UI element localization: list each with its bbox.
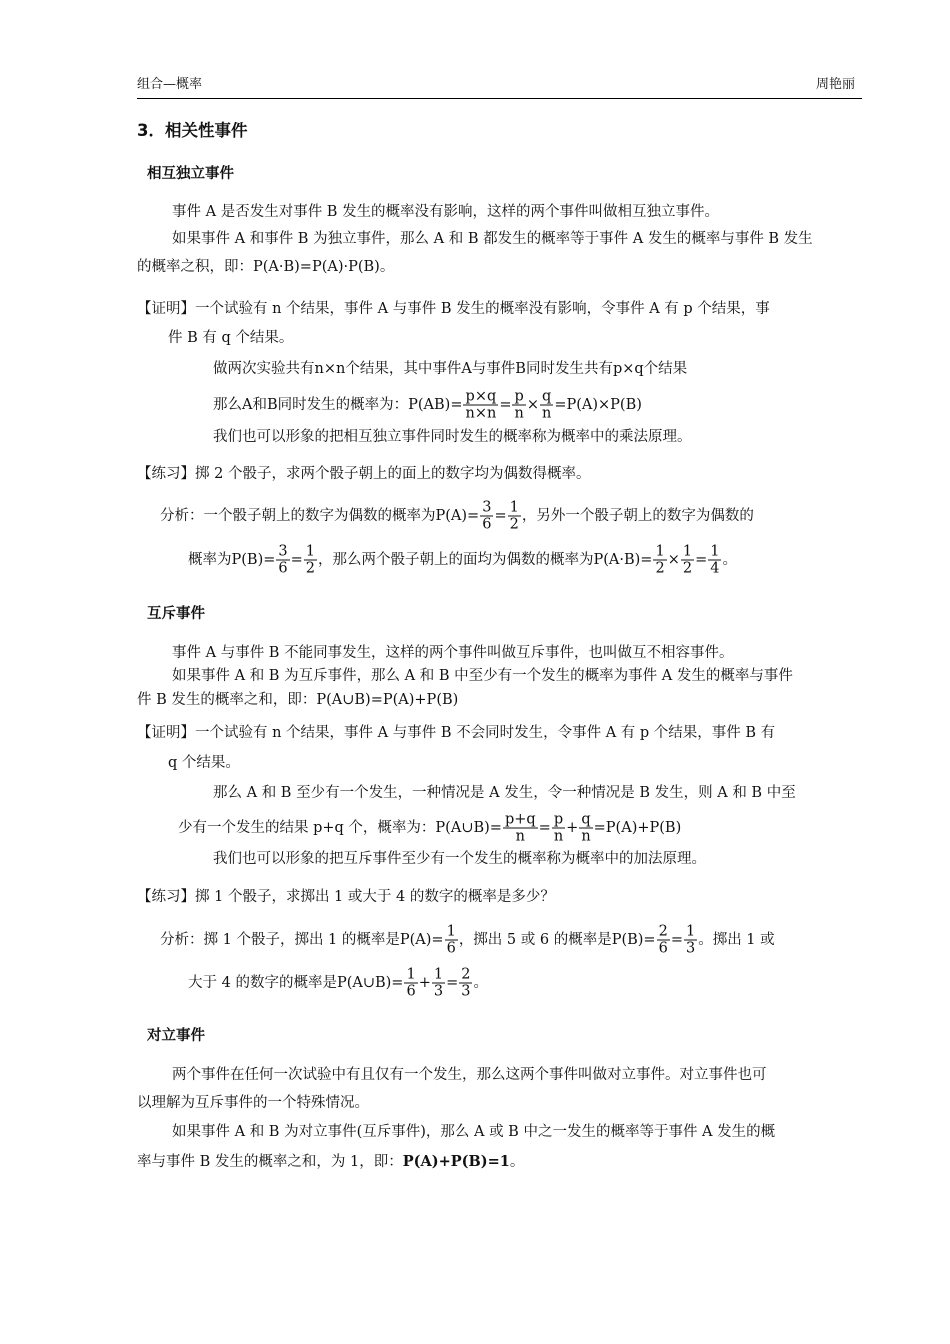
paragraph-line (172, 203, 719, 221)
text-segment: ，那么两个骰子朝上的面均为偶数的概率为P(A·B)= (318, 552, 653, 568)
paragraph-line (137, 258, 394, 276)
text-segment: 两个事件在任何一次试验中有且仅有一个发生，那么这两个事件叫做对立事件。对立事件也可 (172, 1067, 767, 1083)
denominator: 6 (406, 983, 416, 1000)
proof-line (213, 850, 706, 868)
numerator: 1 (682, 543, 693, 560)
text-segment: = (670, 932, 683, 948)
text: 。 (509, 1154, 525, 1170)
numerator: q (579, 812, 592, 829)
numerator: 1 (406, 966, 416, 983)
denominator: 2 (305, 560, 315, 577)
denominator: 6 (482, 516, 492, 533)
fraction (653, 544, 666, 577)
section-title: 3．相关性事件 (137, 121, 248, 140)
fraction (508, 500, 521, 533)
complementary-formula: P(A)+P(B)=1 (402, 1153, 510, 1170)
proof-line (213, 360, 687, 378)
text-segment: = (499, 397, 512, 413)
proof-line (137, 300, 770, 318)
text-segment: 少有一个发生的结果 p+q 个，概率为：P(A∪B)= (178, 820, 502, 836)
text-segment: = (446, 975, 459, 991)
numerator: p (552, 812, 565, 829)
text-segment: 。 (473, 975, 488, 991)
fraction (684, 924, 697, 957)
text-segment: 【练习】掷 1 个骰子，求掷出 1 或大于 4 的数字的概率是多少？ (137, 889, 555, 905)
text-segment: 做两次实验共有n×n个结果，其中事件A与事件B同时发生共有p×q个结果 (213, 361, 688, 377)
fraction (540, 389, 553, 422)
proof-line (168, 754, 240, 772)
analysis-line (188, 544, 737, 577)
header-rule (137, 98, 862, 99)
text-segment: 事件 A 与事件 B 不能同事发生，这样的两个事件叫做互斥事件，也叫做互不相容事件。 (172, 645, 734, 661)
denominator: 6 (446, 940, 456, 957)
paragraph-line (172, 1066, 767, 1084)
text (137, 1154, 403, 1170)
denominator: 2 (655, 560, 665, 577)
numerator: 1 (655, 543, 665, 560)
fraction (304, 544, 317, 577)
text-segment: 如果事件 A 和 B 为互斥事件，那么 A 和 B 中至少有一个发生的概率为事件 A 发生的概率与事件 (172, 668, 793, 684)
numerator: 2 (461, 966, 471, 983)
text-segment: =P(A)×P(B) (554, 397, 642, 413)
denominator: n (515, 828, 525, 845)
text-segment: 件 B 发生的概率之和，即：P(A∪B)=P(A)+P(B) (137, 692, 459, 708)
numerator: 1 (305, 543, 315, 560)
text-segment: 率与事件 B 发生的概率之和，为 1，即： (137, 1154, 403, 1170)
denominator: n (514, 405, 524, 422)
paragraph-line (137, 691, 458, 709)
text-segment: 件 B 有 q 个结果。 (168, 330, 294, 346)
denominator: 6 (658, 940, 668, 957)
numerator: 1 (446, 923, 456, 940)
analysis-line (160, 924, 775, 957)
fraction (512, 389, 525, 422)
fraction (445, 924, 458, 957)
numerator: 2 (658, 923, 668, 940)
numerator: p (512, 389, 525, 406)
fraction (276, 544, 289, 577)
denominator: 4 (710, 560, 720, 577)
text-segment: 如果事件 A 和事件 B 为独立事件，那么 A 和 B 都发生的概率等于事件 A 发生的概率与事件 B 发生 (172, 231, 813, 247)
fraction (579, 812, 592, 845)
fraction (432, 967, 445, 1000)
denominator: n (541, 405, 552, 422)
fraction (681, 544, 694, 577)
header-right: 周艳丽 (815, 77, 855, 92)
analysis-line (160, 500, 754, 533)
text-segment: 那么 A 和 B 至少有一个发生，一种情况是 A 发生，令一种情况是 B 发生，则 A 和 B 中至 (213, 785, 796, 801)
exercise-line (137, 888, 555, 906)
proof-line (137, 724, 775, 742)
proof-line (213, 428, 692, 446)
text-segment: 的概率之积，即：P(A·B)=P(A)·P(B)。 (137, 259, 395, 275)
fraction (480, 500, 493, 533)
text-segment: 大于 4 的数字的概率是P(A∪B)= (188, 975, 404, 991)
fraction (552, 812, 565, 845)
paragraph-line (172, 667, 793, 685)
text-segment: 【练习】掷 2 个骰子，求两个骰子朝上的面上的数字均为偶数得概率。 (137, 466, 591, 482)
fraction (404, 967, 417, 1000)
numerator: q (540, 389, 553, 406)
paragraph-line (172, 230, 813, 248)
numerator: 1 (685, 923, 696, 940)
analysis-line (188, 967, 488, 1000)
numerator: 3 (278, 543, 288, 560)
text-segment: 我们也可以形象的把相互独立事件同时发生的概率称为概率中的乘法原理。 (213, 429, 692, 445)
fraction (708, 544, 721, 577)
complementary-title: 对立事件 (147, 1028, 205, 1044)
text-segment: 以理解为互斥事件的一个特殊情况。 (137, 1095, 369, 1111)
denominator: 2 (509, 516, 519, 533)
header-left: 组合—概率 (137, 77, 203, 92)
text-segment: 【证明】一个试验有 n 个结果，事件 A 与事件 B 发生的概率没有影响，令事件 A 有 p 个结果，事 (137, 301, 770, 317)
denominator: 2 (682, 560, 693, 577)
proof-line (213, 784, 796, 802)
text-segment: q 个结果。 (168, 755, 240, 771)
text-segment: = (290, 552, 303, 568)
fraction (463, 389, 498, 422)
paragraph-line (172, 644, 734, 662)
text-segment: ，掷出 5 或 6 的概率是P(B)= (458, 932, 656, 948)
text-segment: 我们也可以形象的把互斥事件至少有一个发生的概率称为概率中的加法原理。 (213, 851, 706, 867)
text-segment: 概率为P(B)= (188, 552, 276, 568)
text-segment: 【证明】一个试验有 n 个结果，事件 A 与事件 B 不会同时发生，令事件 A 有 p 个结果，事件 B 有 (137, 725, 776, 741)
numerator: 3 (482, 499, 492, 516)
text-segment: = (695, 552, 708, 568)
fraction (459, 967, 472, 1000)
denominator: n (581, 828, 591, 845)
text-segment: 事件 A 是否发生对事件 B 发生的概率没有影响，这样的两个事件叫做相互独立事件。 (172, 204, 720, 220)
text-segment: 分析：一个骰子朝上的数字为偶数的概率为P(A)= (160, 508, 480, 524)
denominator: n (553, 828, 564, 845)
numerator: p+q (504, 811, 536, 828)
numerator: 1 (433, 966, 444, 983)
numerator: 1 (710, 543, 720, 560)
proof-formula-line (178, 812, 681, 845)
text-segment: × (526, 397, 539, 413)
numerator: 1 (509, 499, 519, 516)
denominator: 3 (433, 983, 444, 1000)
numerator: p×q (463, 389, 498, 406)
denominator: 3 (461, 983, 471, 1000)
text-segment: = (494, 508, 507, 524)
proof-line (168, 329, 293, 347)
text-segment: ，另外一个骰子朝上的数字为偶数的 (521, 508, 754, 524)
text-segment: 。掷出 1 或 (698, 932, 775, 948)
text-segment: × (667, 552, 680, 568)
independent-title: 相互独立事件 (147, 166, 234, 182)
text-segment: + (566, 820, 579, 836)
exercise-line (137, 465, 590, 483)
paragraph-line (137, 1153, 524, 1171)
paragraph-line (172, 1123, 775, 1141)
paragraph-line (137, 1094, 369, 1112)
fraction (503, 812, 538, 845)
exclusive-title: 互斥事件 (147, 606, 205, 622)
denominator: 6 (278, 560, 288, 577)
text-segment: 分析：掷 1 个骰子，掷出 1 的概率是P(A)= (160, 932, 444, 948)
denominator: n×n (465, 405, 497, 422)
text-segment: 那么A和B同时发生的概率为：P(AB)= (213, 397, 463, 413)
text-segment: 。 (722, 552, 737, 568)
text-segment: =P(A)+P(B) (593, 820, 682, 836)
proof-formula-line (213, 389, 642, 422)
text-segment: + (418, 975, 431, 991)
fraction (657, 924, 670, 957)
text-segment: 如果事件 A 和 B 为对立事件(互斥事件)，那么 A 或 B 中之一发生的概率等于事件 A 发生的概 (172, 1124, 776, 1140)
denominator: 3 (685, 940, 696, 957)
text-segment: = (538, 820, 551, 836)
